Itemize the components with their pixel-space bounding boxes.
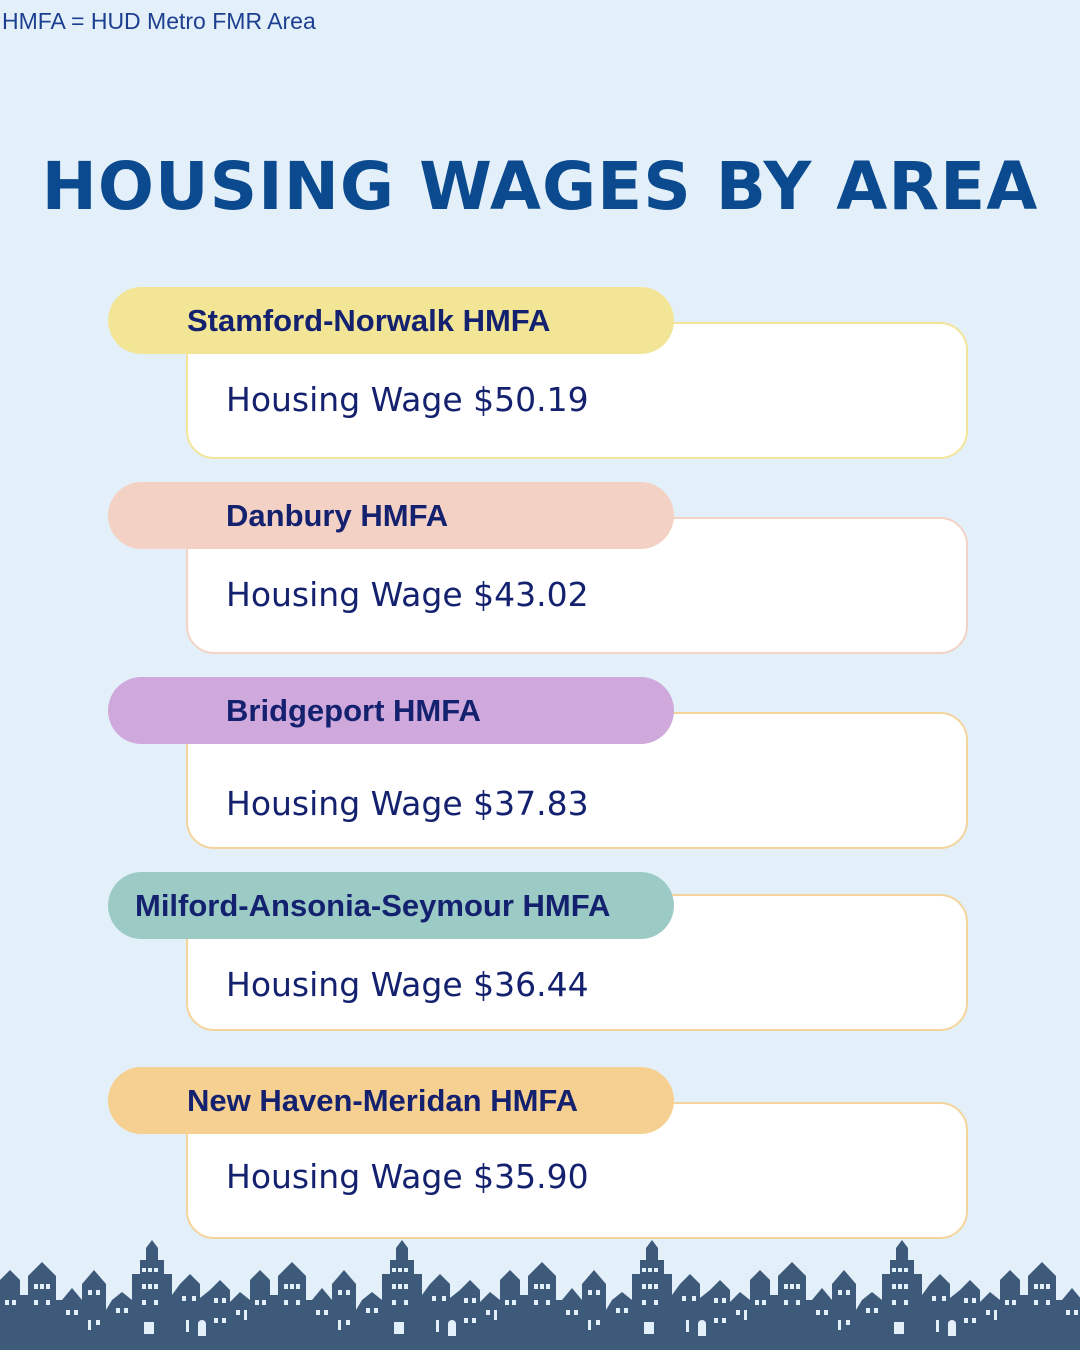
- housing-wage-bridgeport: Housing Wage $37.83: [226, 784, 589, 823]
- hmfa-definition-note: HMFA = HUD Metro FMR Area: [2, 8, 316, 34]
- area-label-danbury: Danbury HMFA: [108, 482, 674, 549]
- area-label-stamford-norwalk: Stamford-Norwalk HMFA: [108, 287, 674, 354]
- housing-wage-danbury: Housing Wage $43.02: [226, 575, 589, 614]
- area-label-milford-ansonia-seymour: Milford-Ansonia-Seymour HMFA: [108, 872, 674, 939]
- area-label-new-haven-meridan: New Haven-Meridan HMFA: [108, 1067, 674, 1134]
- housing-wage-milford-ansonia-seymour: Housing Wage $36.44: [226, 965, 589, 1004]
- area-label-bridgeport: Bridgeport HMFA: [108, 677, 674, 744]
- housing-wage-new-haven-meridan: Housing Wage $35.90: [226, 1157, 589, 1196]
- house-skyline-illustration: [0, 1240, 1080, 1350]
- page-title: HOUSING WAGES BY AREA: [41, 148, 1039, 225]
- housing-wage-stamford-norwalk: Housing Wage $50.19: [226, 380, 589, 419]
